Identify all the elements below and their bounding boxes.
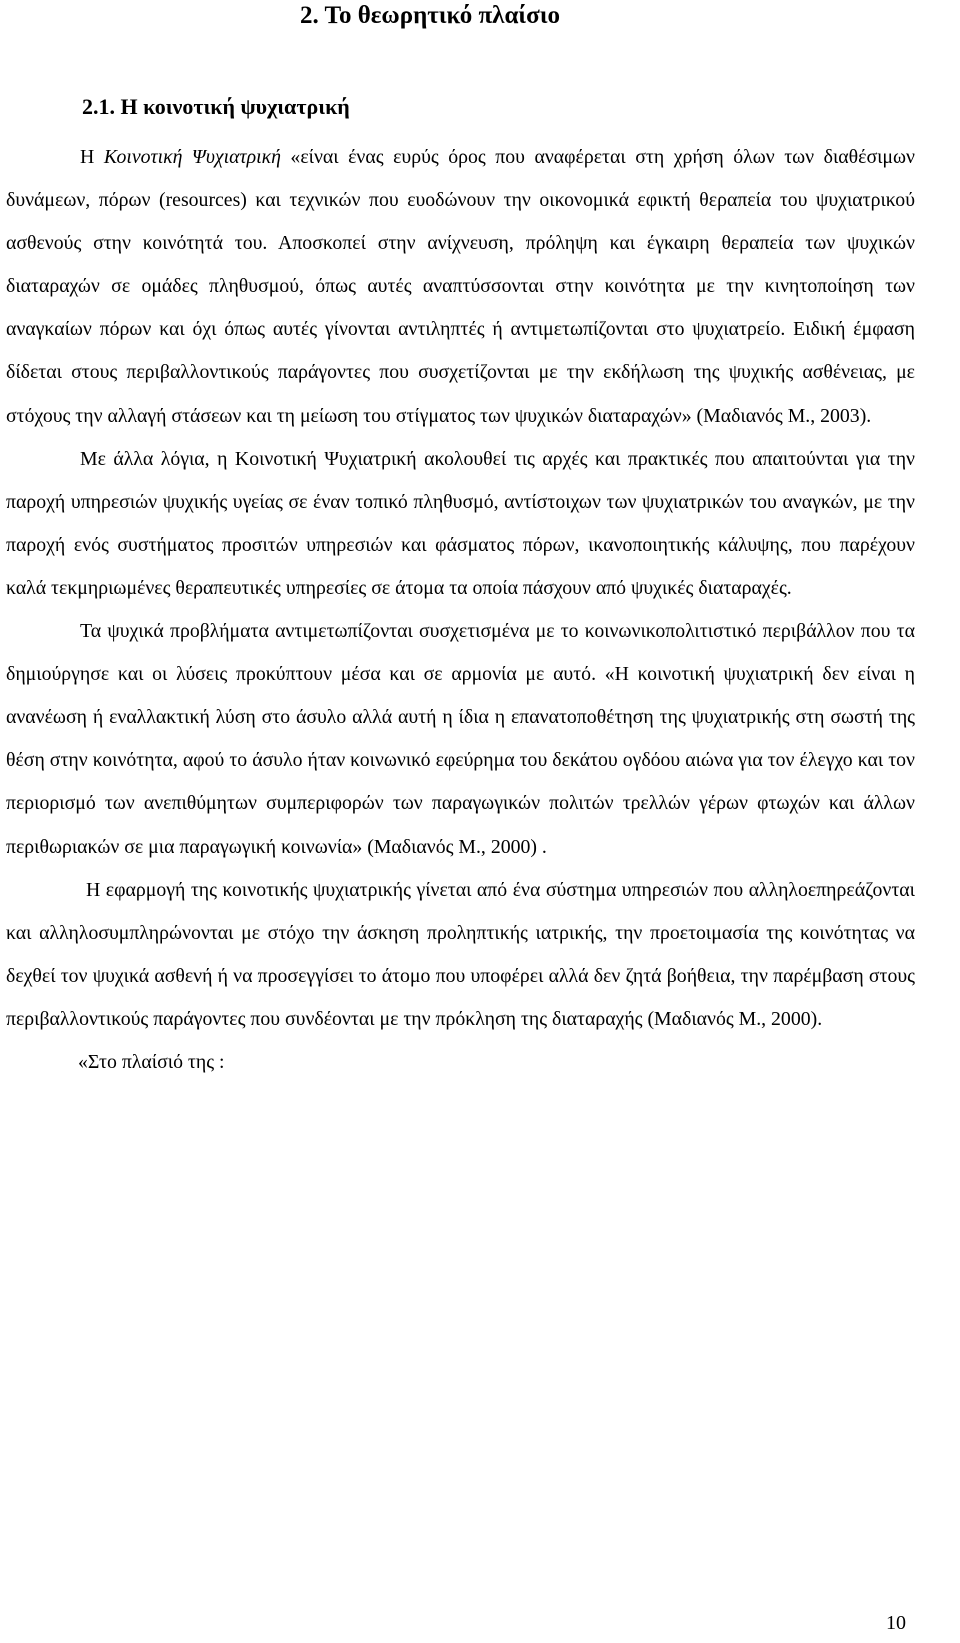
chapter-title: 2. Το θεωρητικό πλαίσιο (300, 2, 560, 29)
paragraph-principles: Με άλλα λόγια, η Κοινοτική Ψυχιατρική ακολουθεί τις αρχές και πρακτικές που απαιτούνται για την παροχή υπηρεσιών ψυχικής υγείας σε έναν τοπικό πληθυσμό, αντίστοιχων των ψυχιατρικών του αναγκών, με την παροχή ενός συστήματος προσιτών υπηρεσιών και φάσματος πόρων, ικανοποιητικής κάλυψης, που παρέχουν καλά τεκμηριωμένες θεραπευτικές υπηρεσίες σε άτομα τα οποία πάσχουν από ψυχικές διαταραχές. (6, 447, 915, 599)
paragraph-sociocultural: Τα ψυχικά προβλήματα αντιμετωπίζονται συσχετισμένα με το κοινωνικοπολιτιστικό περιβάλλον που τα δημιούργησε και οι λύσεις προκύπτουν μέσα και σε αρμονία με αυτό. «Η κοινοτική ψυχιατρική δεν είναι η ανανέωση ή εναλλακτική λύση στο άσυλο αλλά αυτή η ίδια η επανατοποθέτηση της ψυχιατρικής στη σωστή της θέση στην κοινότητα, αφού το άσυλο ήταν κοινωνικό εφεύρημα του δεκάτου ογδόου αιώνα για τον έλεγχο και τον περιορισμό των ανεπιθύμητων συμπεριφορών των παραγωγικών πολιτών τρελλών γέρων φτωχών και άλλων περιθωριακών σε μια παραγωγική κοινωνία» (Μαδιανός Μ., 2000) . (6, 620, 915, 858)
body-text (6, 136, 915, 1084)
section-title: 2.1. Η κοινοτική ψυχιατρική (82, 94, 350, 119)
paragraph-lead: Η (80, 146, 104, 168)
paragraph-community-psychiatry-definition (6, 136, 915, 438)
italic-term: Κοινοτική Ψυχιατρική (103, 146, 281, 168)
paragraph-text: «είναι ένας ευρύς όρος που αναφέρεται στη χρήση όλων των διαθέσιμων δυνάμεων, πόρων (resources) και τεχνικών που ευοδώνουν την οικονομικά εφικτή θεραπεία του ψυχιατρικού ασθενούς στην κοινότητά του. Αποσκοπεί στην ανίχνευση, πρόληψη και έγκαιρη θεραπεία των ψυχικών διαταραχών σε ομάδες πληθυσμού, όπως αυτές αναπτύσσονται στην κοινότητα με την κινητοποίηση των αναγκαίων πόρων και όχι όπως αυτές γίνονται αντιληπτές ή αντιμετωπίζονται στο ψυχιατρείο. Ειδική έμφαση δίδεται στους περιβαλλοντικούς παράγοντες που συσχετίζονται με την εκδήλωση της ψυχικής ασθένειας, με στόχους την αλλαγή στάσεων και τη μείωση του στίγματος των ψυχικών διαταραχών» (Μαδιανός Μ., 2003). (6, 146, 916, 427)
page-number: 10 (886, 1612, 906, 1634)
paragraph-framework-intro: «Στο πλαίσιό της : (78, 1050, 225, 1073)
paragraph-application: Η εφαρμογή της κοινοτικής ψυχιατρικής γίνεται από ένα σύστημα υπηρεσιών που αλληλοεπηρεάζονται και αλληλοσυμπληρώνονται με στόχο την άσκηση προληπτικής ιατρικής, την προετοιμασία της κοινότητας να δεχθεί τον ψυχικά ασθενή ή να προσεγγίσει το άτομο που υποφέρει αλλά δεν ζητά βοήθεια, την παρέμβαση στους περιβαλλοντικούς παράγοντες που συνδέονται με την πρόκληση της διαταραχής (Μαδιανός Μ., 2000). (6, 878, 915, 1030)
